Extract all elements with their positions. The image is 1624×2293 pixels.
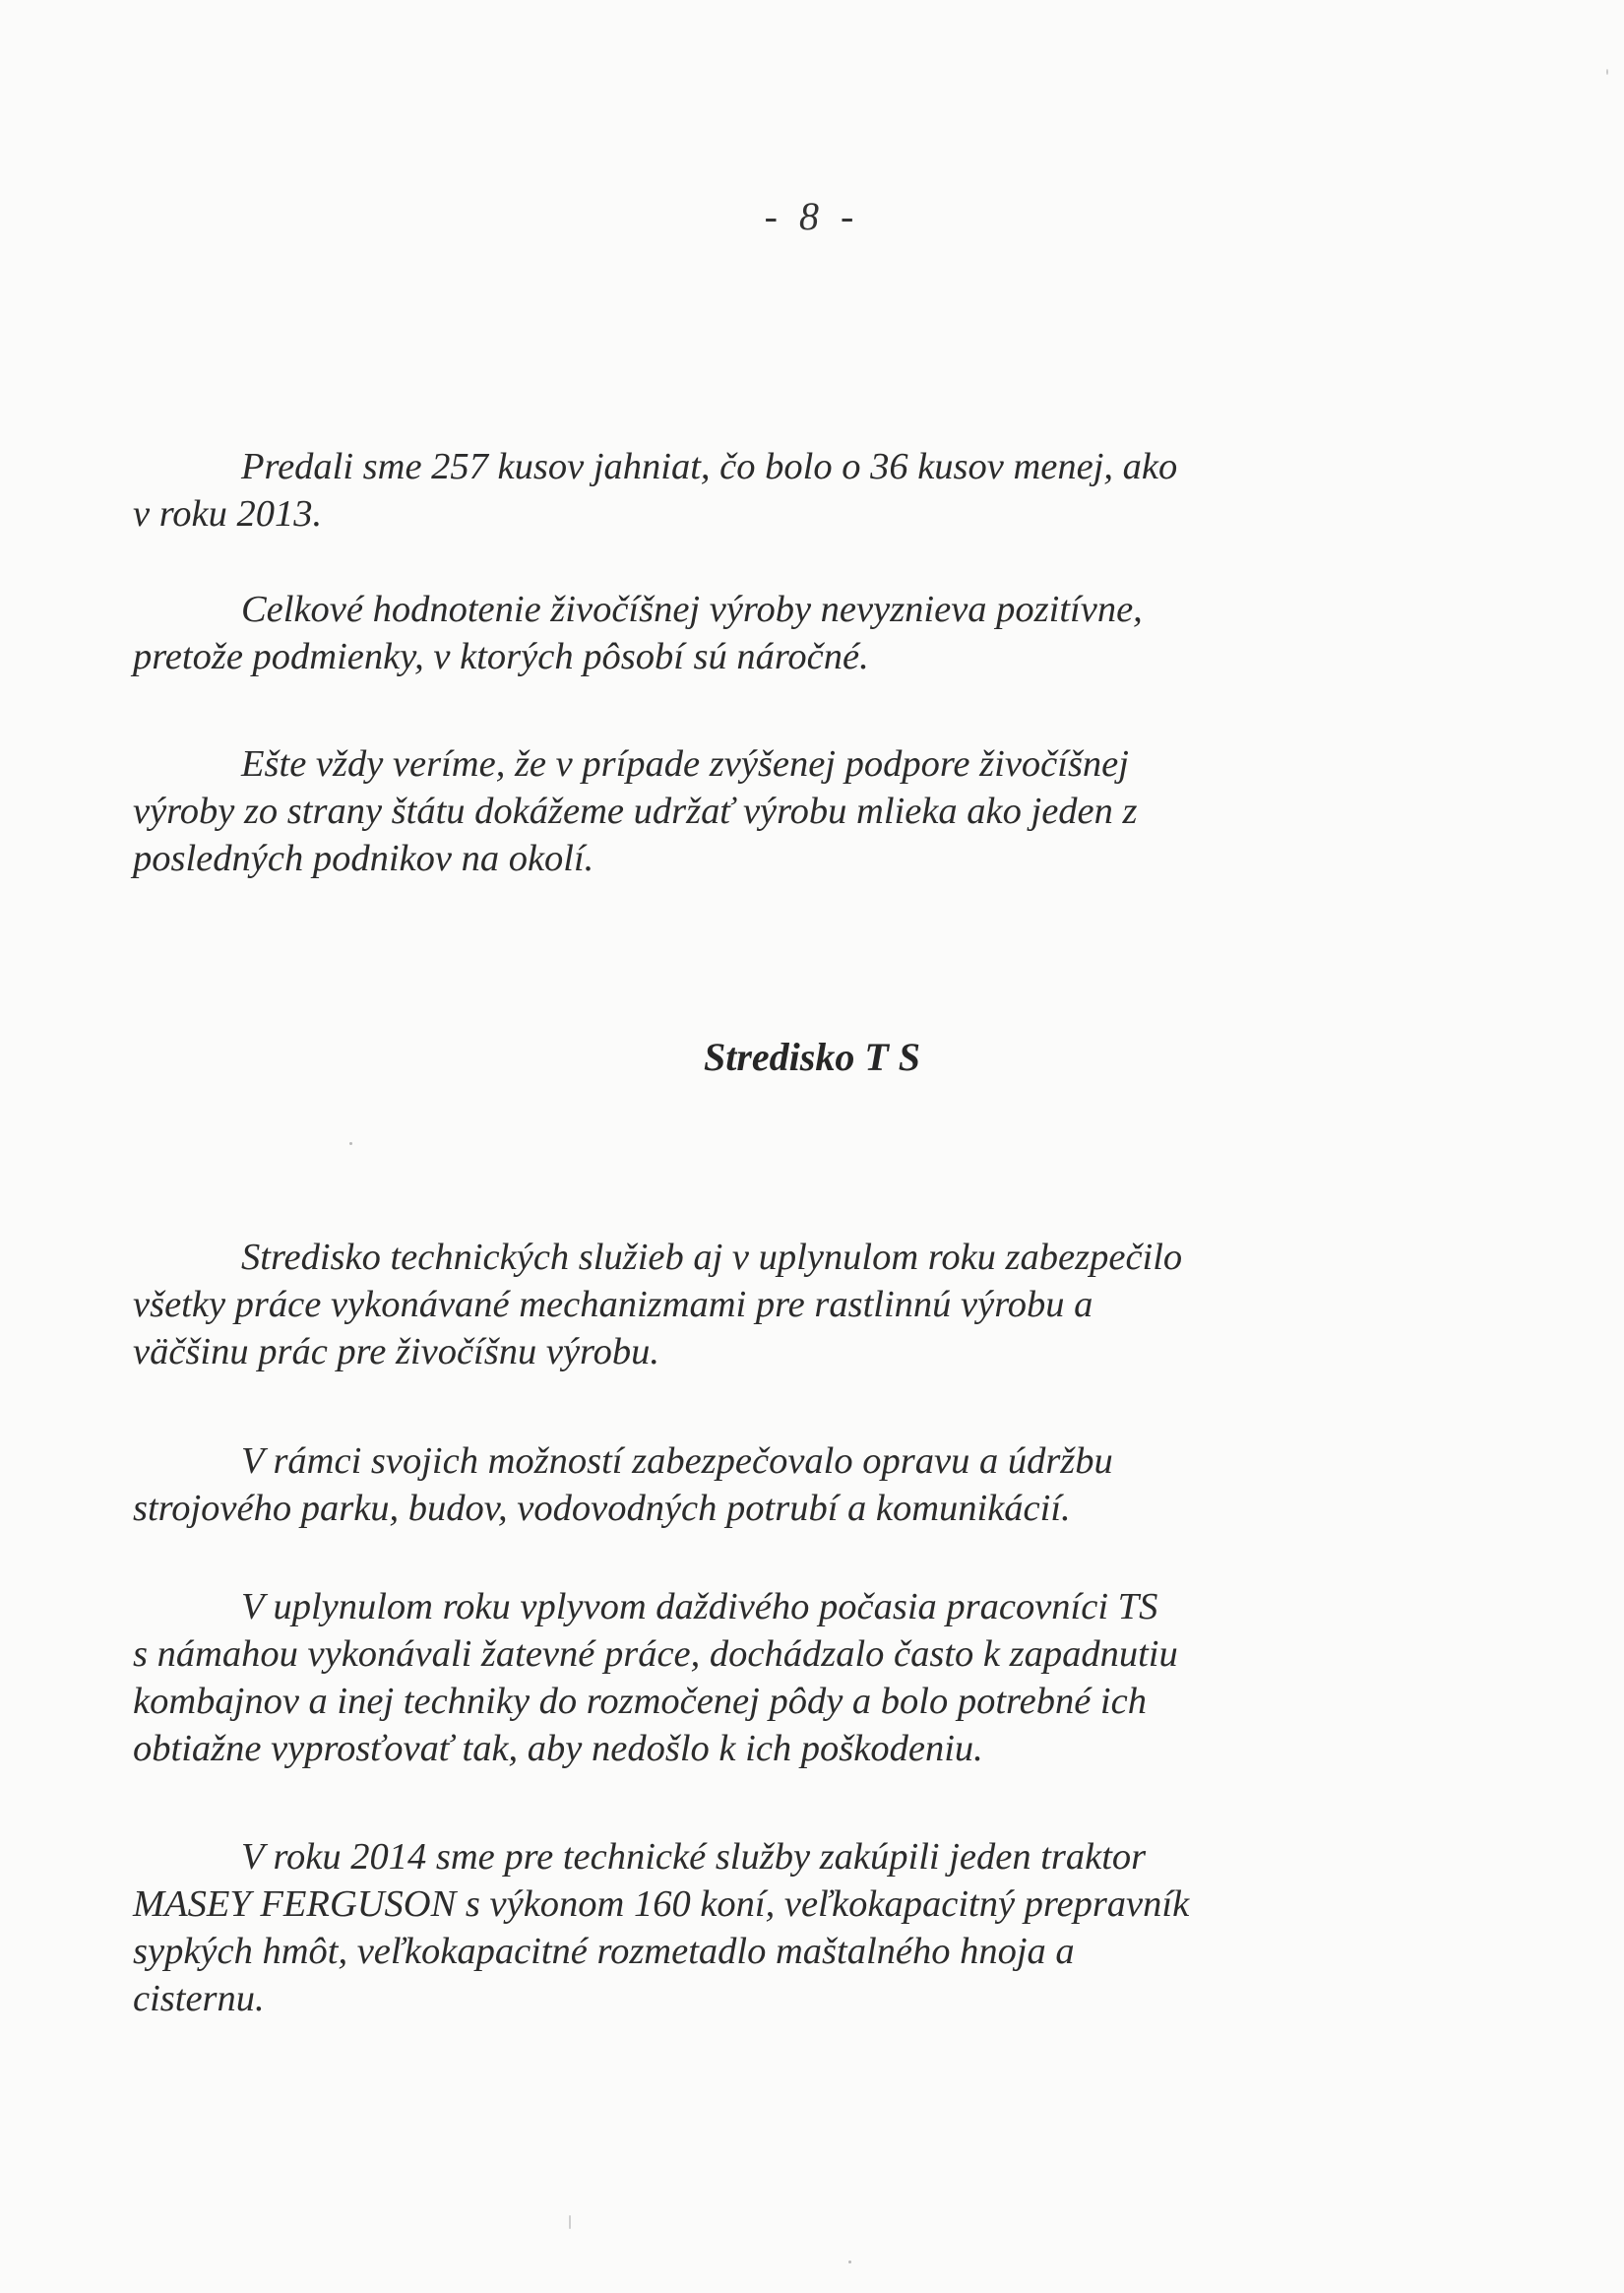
text-line: s námahou vykonávali žatevné práce, dochádzalo často k zapadnutiu [133,1633,1178,1675]
text-line: väčšinu prác pre živočíšnu výrobu. [133,1331,659,1372]
text-line: MASEY FERGUSON s výkonom 160 koní, veľkokapacitný prepravník [133,1883,1190,1925]
text-line: v roku 2013. [133,493,323,535]
text-line: V roku 2014 sme pre technické služby zakúpili jeden traktor [241,1836,1147,1878]
text-line: cisternu. [133,1978,265,2019]
scan-speck [1606,69,1608,75]
text-line: pretože podmienky, v ktorých pôsobí sú náročné. [133,636,869,677]
text-line: všetky práce vykonávané mechanizmami pre rastlinnú výrobu a [133,1284,1093,1325]
paragraph-maintenance [133,1437,1363,1532]
paragraph-sheep-sales [133,443,1363,538]
text-line: sypkých hmôt, veľkokapacitné rozmetadlo maštalného hnoja a [133,1931,1075,1972]
paragraph-harvest-conditions [133,1583,1363,1772]
text-line: obtiažne vyprosťovať tak, aby nedošlo k ich poškodeniu. [133,1728,983,1769]
scan-speck [569,2215,571,2229]
section-heading: Stredisko T S [703,1035,921,1079]
text-line: Stredisko technických služieb aj v uplynulom roku zabezpečilo [241,1237,1183,1278]
scan-speck [349,1142,352,1145]
paragraph-state-support [133,740,1363,882]
text-line: strojového parku, budov, vodovodných potrubí a komunikácií. [133,1488,1071,1529]
text-line: posledných podnikov na okolí. [133,838,594,879]
text-line: kombajnov a inej techniky do rozmočenej pôdy a bolo potrebné ich [133,1681,1147,1722]
paragraph-animal-production-assessment [133,586,1363,680]
paragraph-equipment-purchases [133,1833,1363,2022]
scan-speck [848,2261,851,2263]
text-line: výroby zo strany štátu dokážeme udržať výrobu mlieka ako jeden z [133,791,1138,832]
text-line: Celkové hodnotenie živočíšnej výroby nevyznieva pozitívne, [241,589,1143,630]
text-line: Ešte vždy veríme, že v prípade zvýšenej podpore živočíšnej [241,743,1129,785]
text-line: Predali sme 257 kusov jahniat, čo bolo o 36 kusov menej, ako [241,446,1178,487]
page-number: - 8 - [764,194,860,238]
paragraph-technical-services [133,1234,1363,1375]
text-line: V uplynulom roku vplyvom daždivého počasia pracovníci TS [241,1586,1158,1627]
text-line: V rámci svojich možností zabezpečovalo opravu a údržbu [241,1440,1113,1482]
